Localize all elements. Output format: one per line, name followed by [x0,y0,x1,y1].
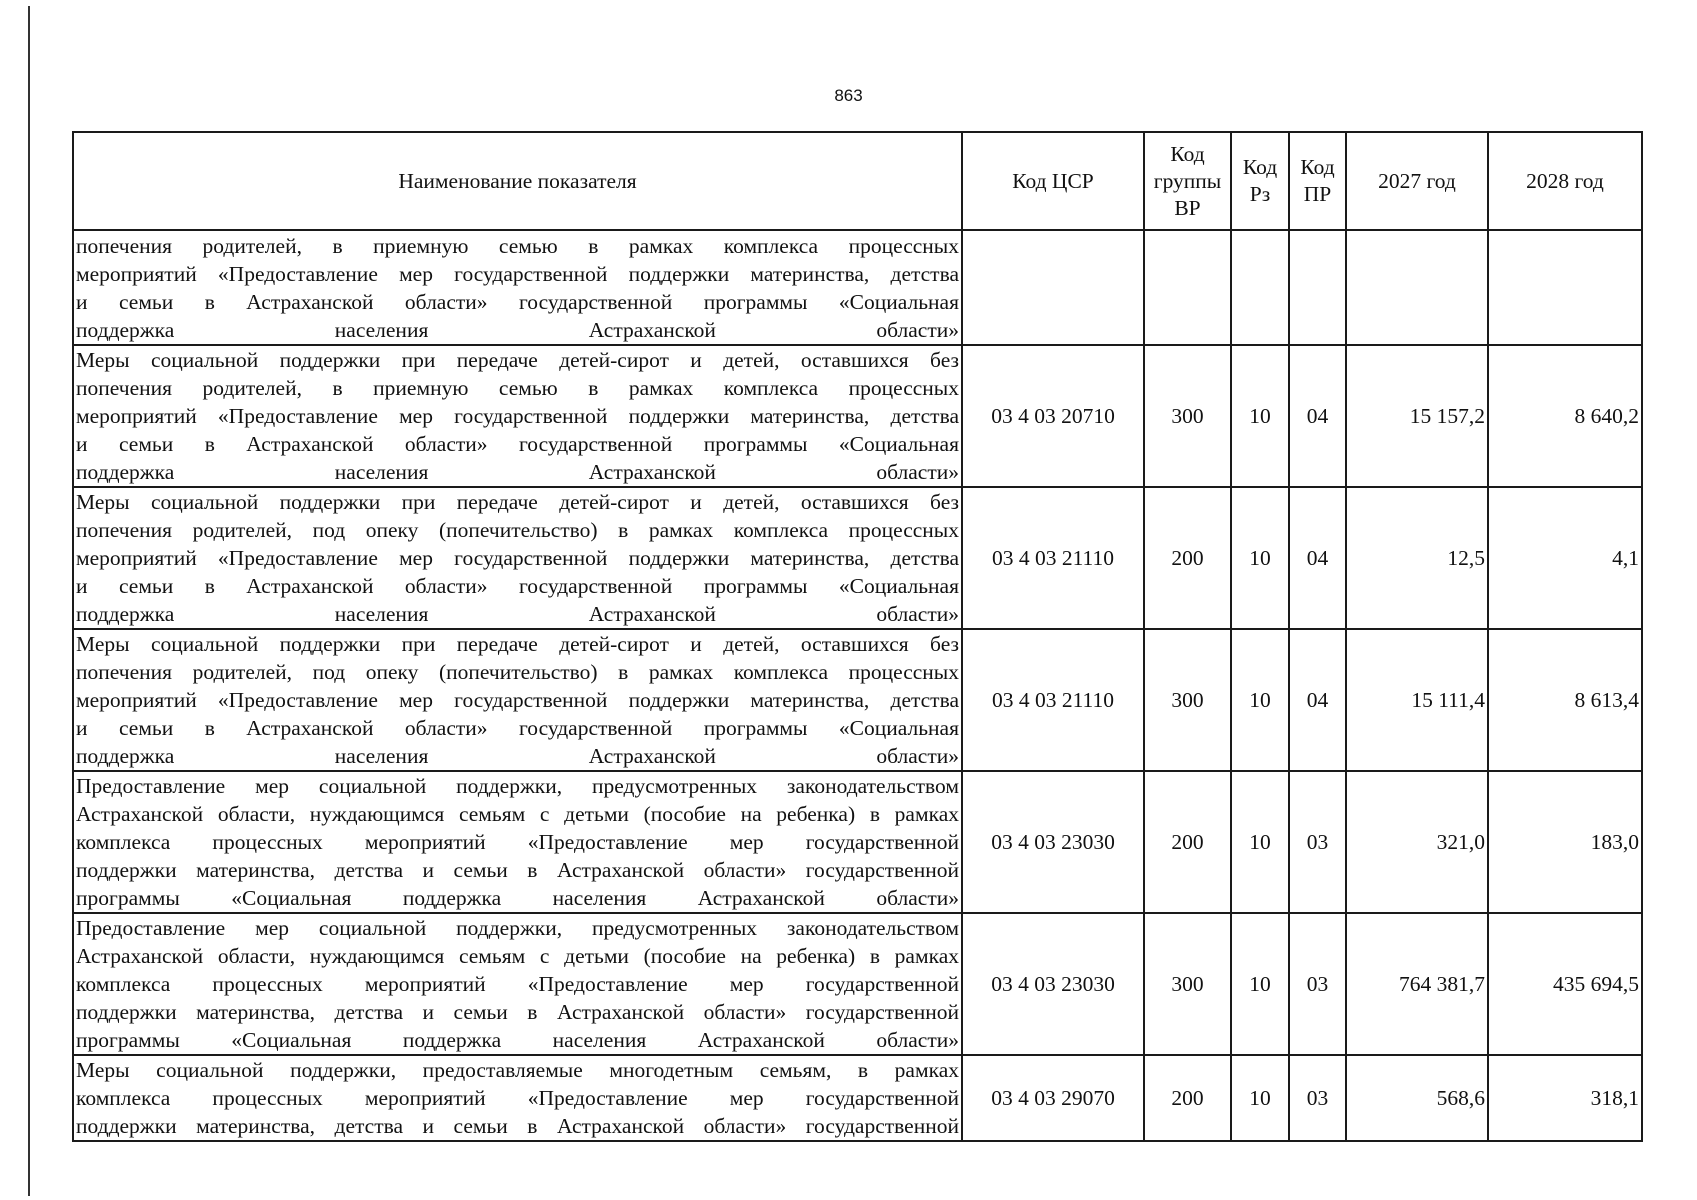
indicator-name-cell [73,913,962,1055]
vr-code-cell [1144,230,1231,345]
vr-code-cell: 300 [1144,629,1231,771]
table-header-row [73,132,1642,230]
table-row [73,230,1642,345]
indicator-name-line: и семьи в Астраханской области» государственной программы «Социальная [76,432,959,456]
indicator-name-cell [73,487,962,629]
header-vr-code: Код группы ВР [1144,132,1231,230]
indicator-name-line: и семьи в Астраханской области» государственной программы «Социальная [76,716,959,740]
amount-2027-cell: 15 157,2 [1346,345,1488,487]
amount-2028-cell: 435 694,5 [1488,913,1642,1055]
rz-code-cell: 10 [1231,629,1289,771]
amount-2028-cell: 4,1 [1488,487,1642,629]
amount-2027-cell: 764 381,7 [1346,913,1488,1055]
pr-code-cell: 03 [1289,771,1346,913]
table-row [73,345,1642,487]
amount-2028-cell: 8 640,2 [1488,345,1642,487]
csr-code-cell: 03 4 03 23030 [962,913,1144,1055]
indicator-name-cell [73,629,962,771]
csr-code-cell: 03 4 03 29070 [962,1055,1144,1141]
rz-code-cell: 10 [1231,771,1289,913]
indicator-name-line: мероприятий «Предоставление мер государственной поддержки материнства, детства [76,261,959,286]
indicator-name-cell [73,1055,962,1141]
table-row [73,629,1642,771]
indicator-name-line: мероприятий «Предоставление мер государственной поддержки материнства, детства [76,404,959,428]
pr-code-cell: 03 [1289,913,1346,1055]
indicator-name-line: поддержка населения Астраханской области» [76,317,959,342]
indicator-name-line: программы «Социальная поддержка населения Астраханской области» [76,886,959,910]
rz-code-cell [1231,230,1289,345]
indicator-name-cell [73,345,962,487]
indicator-name-line: Меры социальной поддержки при передаче детей-сирот и детей, оставшихся без [76,348,959,372]
amount-2027-cell [1346,230,1488,345]
pr-code-cell: 03 [1289,1055,1346,1141]
csr-code-cell: 03 4 03 23030 [962,771,1144,913]
indicator-name-cell [73,230,962,345]
csr-code-cell: 03 4 03 21110 [962,629,1144,771]
indicator-name-line: Меры социальной поддержки при передаче детей-сирот и детей, оставшихся без [76,632,959,656]
vr-code-cell: 200 [1144,487,1231,629]
amount-2027-cell: 12,5 [1346,487,1488,629]
rz-code-cell: 10 [1231,913,1289,1055]
header-rz-code: Код Рз [1231,132,1289,230]
indicator-name-line: Астраханской области, нуждающимся семьям с детьми (пособие на ребенка) в рамках [76,944,959,968]
table-body [73,230,1642,1141]
header-2028: 2028 год [1488,132,1642,230]
pr-code-cell: 04 [1289,487,1346,629]
csr-code-cell: 03 4 03 20710 [962,345,1144,487]
rz-code-cell: 10 [1231,345,1289,487]
indicator-name-line: попечения родителей, под опеку (попечительство) в рамках комплекса процессных [76,660,959,684]
table-row [73,913,1642,1055]
indicator-name-line: поддержка населения Астраханской области» [76,460,959,484]
pr-code-cell: 04 [1289,629,1346,771]
indicator-name-line: поддержка населения Астраханской области» [76,744,959,768]
amount-2027-cell: 321,0 [1346,771,1488,913]
csr-code-cell: 03 4 03 21110 [962,487,1144,629]
indicator-name-line: попечения родителей, под опеку (попечительство) в рамках комплекса процессных [76,518,959,542]
indicator-name-cell [73,771,962,913]
pr-code-cell: 04 [1289,345,1346,487]
indicator-name-line: комплекса процессных мероприятий «Предоставление мер государственной [76,972,959,996]
indicator-name-line: Предоставление мер социальной поддержки, предусмотренных законодательством [76,774,959,798]
indicator-name-line: и семьи в Астраханской области» государственной программы «Социальная [76,574,959,598]
header-pr-code: Код ПР [1289,132,1346,230]
indicator-name-line: и семьи в Астраханской области» государственной программы «Социальная [76,289,959,314]
vr-code-cell: 200 [1144,1055,1231,1141]
indicator-name-line: поддержки материнства, детства и семьи в Астраханской области» государственной [76,1000,959,1024]
vr-code-cell: 300 [1144,913,1231,1055]
indicator-name-line: поддержки материнства, детства и семьи в Астраханской области» государственной [76,1114,959,1138]
page-number: 863 [834,86,863,105]
header-2027: 2027 год [1346,132,1488,230]
table-row [73,1055,1642,1141]
table-row [73,487,1642,629]
indicator-name-line: поддержка населения Астраханской области» [76,602,959,626]
left-margin-line [28,6,30,1196]
indicator-name-line: мероприятий «Предоставление мер государственной поддержки материнства, детства [76,546,959,570]
indicator-name-line: попечения родителей, в приемную семью в рамках комплекса процессных [76,376,959,400]
amount-2028-cell: 8 613,4 [1488,629,1642,771]
rz-code-cell: 10 [1231,1055,1289,1141]
amount-2028-cell [1488,230,1642,345]
indicator-name-line: Предоставление мер социальной поддержки, предусмотренных законодательством [76,916,959,940]
indicator-name-line: Меры социальной поддержки при передаче детей-сирот и детей, оставшихся без [76,490,959,514]
amount-2027-cell: 568,6 [1346,1055,1488,1141]
indicator-name-line: комплекса процессных мероприятий «Предоставление мер государственной [76,1086,959,1110]
header-name: Наименование показателя [73,132,962,230]
amount-2028-cell: 183,0 [1488,771,1642,913]
indicator-name-line: комплекса процессных мероприятий «Предоставление мер государственной [76,830,959,854]
vr-code-cell: 300 [1144,345,1231,487]
csr-code-cell [962,230,1144,345]
header-csr-code: Код ЦСР [962,132,1144,230]
table-row [73,771,1642,913]
indicator-name-line: Меры социальной поддержки, предоставляемые многодетным семьям, в рамках [76,1058,959,1082]
vr-code-cell: 200 [1144,771,1231,913]
rz-code-cell: 10 [1231,487,1289,629]
amount-2027-cell: 15 111,4 [1346,629,1488,771]
amount-2028-cell: 318,1 [1488,1055,1642,1141]
indicator-name-line: программы «Социальная поддержка населения Астраханской области» [76,1028,959,1052]
indicator-name-line: мероприятий «Предоставление мер государственной поддержки материнства, детства [76,688,959,712]
indicator-name-line: поддержки материнства, детства и семьи в Астраханской области» государственной [76,858,959,882]
indicator-name-line: попечения родителей, в приемную семью в рамках комплекса процессных [76,233,959,258]
indicator-name-line: Астраханской области, нуждающимся семьям с детьми (пособие на ребенка) в рамках [76,802,959,826]
pr-code-cell [1289,230,1346,345]
budget-table [72,131,1643,1142]
